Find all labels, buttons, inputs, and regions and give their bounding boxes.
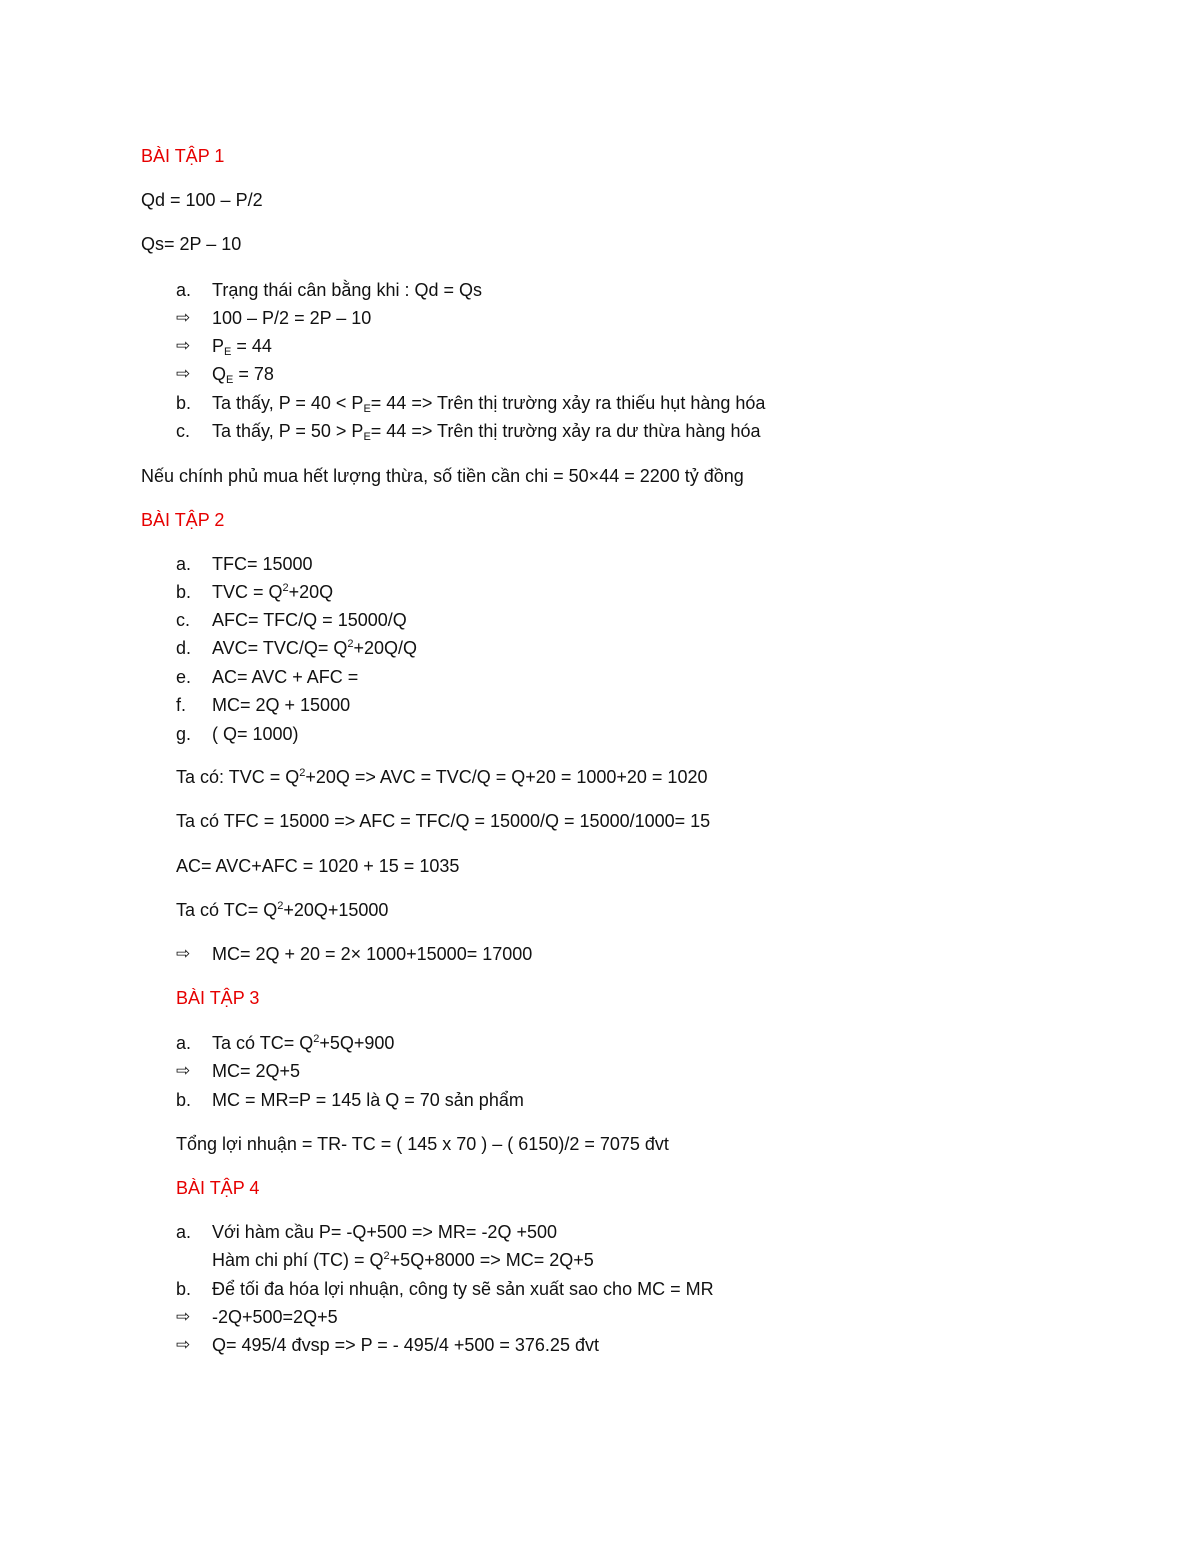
arrow-icon: ⇨ — [176, 364, 191, 383]
list-marker: b. — [176, 1090, 192, 1110]
ex2-d-line — [212, 636, 417, 660]
ex1-c-post: = 44 => Trên thị trường xảy ra dư thừa hàng hóa — [370, 421, 761, 441]
ex2-d-pre: AVC= TVC/Q= Q — [212, 638, 348, 658]
ex1-c-sub: E — [363, 431, 371, 443]
ex1-heading: BÀI TẬP 1 — [141, 146, 225, 166]
ex2-f-text: MC= 2Q + 15000 — [212, 695, 351, 715]
ex1-b-post: = 44 => Trên thị trường xảy ra thiếu hụt hàng hóa — [370, 393, 766, 413]
ex1-b-pre: Ta thấy, P = 40 < P — [212, 393, 364, 413]
ex2-tc-pre: Ta có TC= Q — [176, 900, 278, 920]
ex4-heading: BÀI TẬP 4 — [176, 1178, 260, 1198]
ex3-arrow-text: MC= 2Q+5 — [212, 1061, 301, 1081]
ex2-b-post: +20Q — [288, 582, 334, 602]
ex3-a-post: +5Q+900 — [319, 1033, 395, 1053]
arrow-icon: ⇨ — [176, 1335, 191, 1354]
list-marker: a. — [176, 1033, 192, 1053]
ex1-qe-line — [212, 362, 274, 386]
ex1-qe-q: Q — [212, 364, 227, 384]
ex2-tc-post: +20Q+15000 — [283, 900, 389, 920]
arrow-icon: ⇨ — [176, 1307, 191, 1326]
ex1-pe-rest: = 44 — [231, 336, 272, 356]
ex2-b-sup: 2 — [282, 582, 289, 594]
ex3-a-line — [212, 1031, 394, 1055]
ex2-ac-line: AC= AVC+AFC = 1020 + 15 = 1035 — [176, 856, 460, 876]
ex2-tvc-pre: Ta có: TVC = Q — [176, 767, 300, 787]
ex2-d-post: +20Q/Q — [353, 638, 418, 658]
ex1-pe-sub: E — [224, 346, 232, 358]
list-marker: f. — [176, 695, 187, 715]
ex4-arrow1-text: -2Q+500=2Q+5 — [212, 1307, 338, 1327]
ex2-tvc-post: +20Q => AVC = TVC/Q = Q+20 = 1000+20 = 1020 — [305, 767, 708, 787]
ex1-b-sub: E — [363, 403, 371, 415]
ex1-pe-p: P — [212, 336, 225, 356]
arrow-icon: ⇨ — [176, 308, 191, 327]
ex1-govt-text: Nếu chính phủ mua hết lượng thừa, số tiền cần chi = 50×44 = 2200 tỷ đồng — [141, 466, 744, 486]
list-marker: b. — [176, 393, 192, 413]
ex4-a2-line — [212, 1248, 594, 1272]
list-marker: e. — [176, 667, 192, 687]
ex4-a2-sup: 2 — [383, 1250, 390, 1262]
ex2-a-text: TFC= 15000 — [212, 554, 313, 574]
ex1-c-line — [212, 419, 760, 443]
ex3-profit-line: Tổng lợi nhuận = TR- TC = ( 145 x 70 ) – ( 6150)/2 = 7075 đvt — [176, 1134, 669, 1154]
list-marker: a. — [176, 1222, 192, 1242]
ex4-b-text: Để tối đa hóa lợi nhuận, công ty sẽ sản xuất sao cho MC = MR — [212, 1279, 714, 1299]
ex4-a2-post: +5Q+8000 => MC= 2Q+5 — [389, 1250, 594, 1270]
ex2-e-text: AC= AVC + AFC = — [212, 667, 359, 687]
ex2-g-text: ( Q= 1000) — [212, 724, 299, 744]
list-marker: d. — [176, 638, 192, 658]
list-marker: c. — [176, 421, 191, 441]
ex4-a-text: Với hàm cầu P= -Q+500 => MR= -2Q +500 — [212, 1222, 557, 1242]
ex3-a-sup: 2 — [313, 1033, 320, 1045]
ex1-demand-eq: Qd = 100 – P/2 — [141, 190, 263, 210]
ex1-qe-rest: = 78 — [233, 364, 274, 384]
ex1-b-line — [212, 391, 765, 415]
list-marker: a. — [176, 280, 192, 300]
ex4-arrow2-text: Q= 495/4 đvsp => P = - 495/4 +500 = 376.25 đvt — [212, 1335, 599, 1355]
ex2-tvc-line — [176, 765, 707, 789]
ex2-d-sup: 2 — [347, 638, 354, 650]
list-marker: b. — [176, 582, 192, 602]
ex3-a-pre: Ta có TC= Q — [212, 1033, 314, 1053]
arrow-icon: ⇨ — [176, 944, 191, 963]
list-marker: a. — [176, 554, 192, 574]
ex4-a2-pre: Hàm chi phí (TC) = Q — [212, 1250, 384, 1270]
ex2-tc-sup: 2 — [277, 900, 284, 912]
ex2-b-line — [212, 580, 333, 604]
arrow-icon: ⇨ — [176, 336, 191, 355]
ex2-heading: BÀI TẬP 2 — [141, 510, 225, 530]
ex1-a-text: Trạng thái cân bằng khi : Qd = Qs — [212, 280, 482, 300]
ex2-mc-line: MC= 2Q + 20 = 2× 1000+15000= 17000 — [212, 944, 533, 964]
ex2-c-text: AFC= TFC/Q = 15000/Q — [212, 610, 407, 630]
list-marker: c. — [176, 610, 191, 630]
ex2-tc-line — [176, 898, 388, 922]
list-marker: b. — [176, 1279, 192, 1299]
arrow-icon: ⇨ — [176, 1061, 191, 1080]
ex1-c-pre: Ta thấy, P = 50 > P — [212, 421, 364, 441]
ex2-tfc-line: Ta có TFC = 15000 => AFC = TFC/Q = 15000/Q = 15000/1000= 15 — [176, 811, 711, 831]
ex1-arrow-text: 100 – P/2 = 2P – 10 — [212, 308, 372, 328]
ex3-heading: BÀI TẬP 3 — [176, 988, 260, 1008]
ex1-qe-sub: E — [226, 374, 234, 386]
ex3-b-text: MC = MR=P = 145 là Q = 70 sản phẩm — [212, 1090, 524, 1110]
ex1-supply-eq: Qs= 2P – 10 — [141, 234, 242, 254]
ex2-b-pre: TVC = Q — [212, 582, 283, 602]
ex2-tvc-sup: 2 — [299, 767, 306, 779]
list-marker: g. — [176, 724, 192, 744]
ex1-pe-line — [212, 334, 272, 358]
